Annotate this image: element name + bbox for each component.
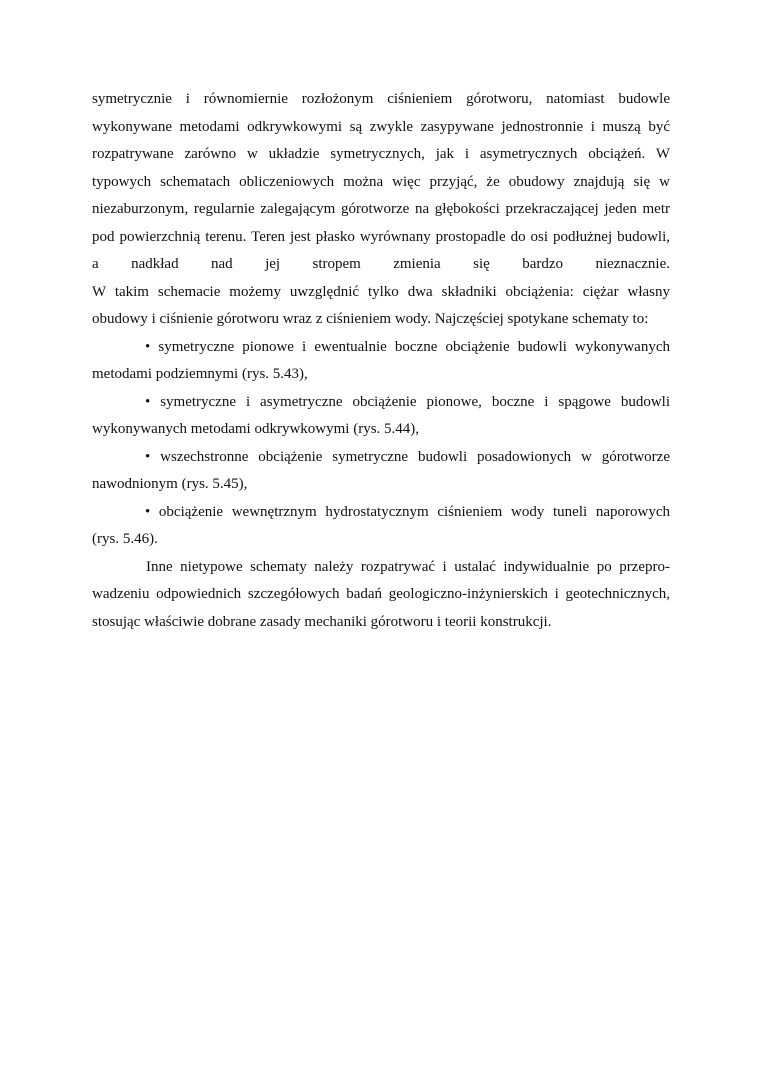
list-item-text: • obciążenie wewnętrznym hydrostatycznym ciśnieniem wody tuneli naporowych [145,503,670,520]
text-line: typowych schematach obliczeniowych można więc przyjąć, że obudowy znajdują się w [92,173,670,190]
paragraph [92,554,670,637]
text-line: wadzeniu odpowiednich szczegółowych badań geologiczno-inżynierskich i geotechnicznych, [92,586,670,602]
text-line: pod powierzchnią terenu. Teren jest płasko wyrównany prostopadle do osi podłużnej budowli, [92,228,670,245]
text-line: stosując właściwie dobrane zasady mechaniki górotworu i teorii konstrukcji. [92,613,552,630]
list-item-text: wykonywanych metodami odkrywkowymi (rys. 5.44), [92,421,420,437]
text-line: Inne nietypowe schematy należy rozpatrywać i ustalać indywidualnie po przepro- [146,558,670,575]
text-line: niezaburzonym, regularnie zalegającym górotworze na głębokości przekraczającej jeden metr [92,201,670,217]
list-item-text: • symetryczne pionowe i ewentualnie boczne obciążenie budowli wykonywanych [145,338,670,355]
bullet-list [92,334,670,554]
list-item-text: • wszechstronne obciążenie symetryczne budowli posadowionych w górotworze [145,448,670,465]
list-item-text: nawodnionym (rys. 5.45), [92,476,248,492]
list-item-text: metodami podziemnymi (rys. 5.43), [92,366,308,382]
text-line: wykonywane metodami odkrywkowymi są zwykle zasypywane jednostronnie i muszą być [92,118,670,135]
text-line: rozpatrywane zarówno w układzie symetrycznych, jak i asymetrycznych obciążeń. W [92,146,670,162]
document-body [92,86,670,636]
list-item [92,499,670,554]
paragraph-continued [92,86,670,334]
list-item-text: (rys. 5.46). [92,531,158,547]
list-item-text: • symetryczne i asymetryczne obciążenie pionowe, boczne i spągowe budowli [145,393,670,410]
text-line: symetrycznie i równomiernie rozłożonym ciśnieniem górotworu, natomiast budowle [92,91,670,107]
list-item [92,389,670,444]
text-line: a nadkład nad jej stropem zmienia się bardzo nieznacznie. [92,256,670,272]
list-item [92,334,670,389]
text-line: W takim schemacie możemy uwzględnić tylko dwa składniki obciążenia: ciężar własny [92,283,670,300]
list-item [92,444,670,499]
text-line: obudowy i ciśnienie górotworu wraz z ciśnieniem wody. Najczęściej spotykane schematy to: [92,311,649,327]
